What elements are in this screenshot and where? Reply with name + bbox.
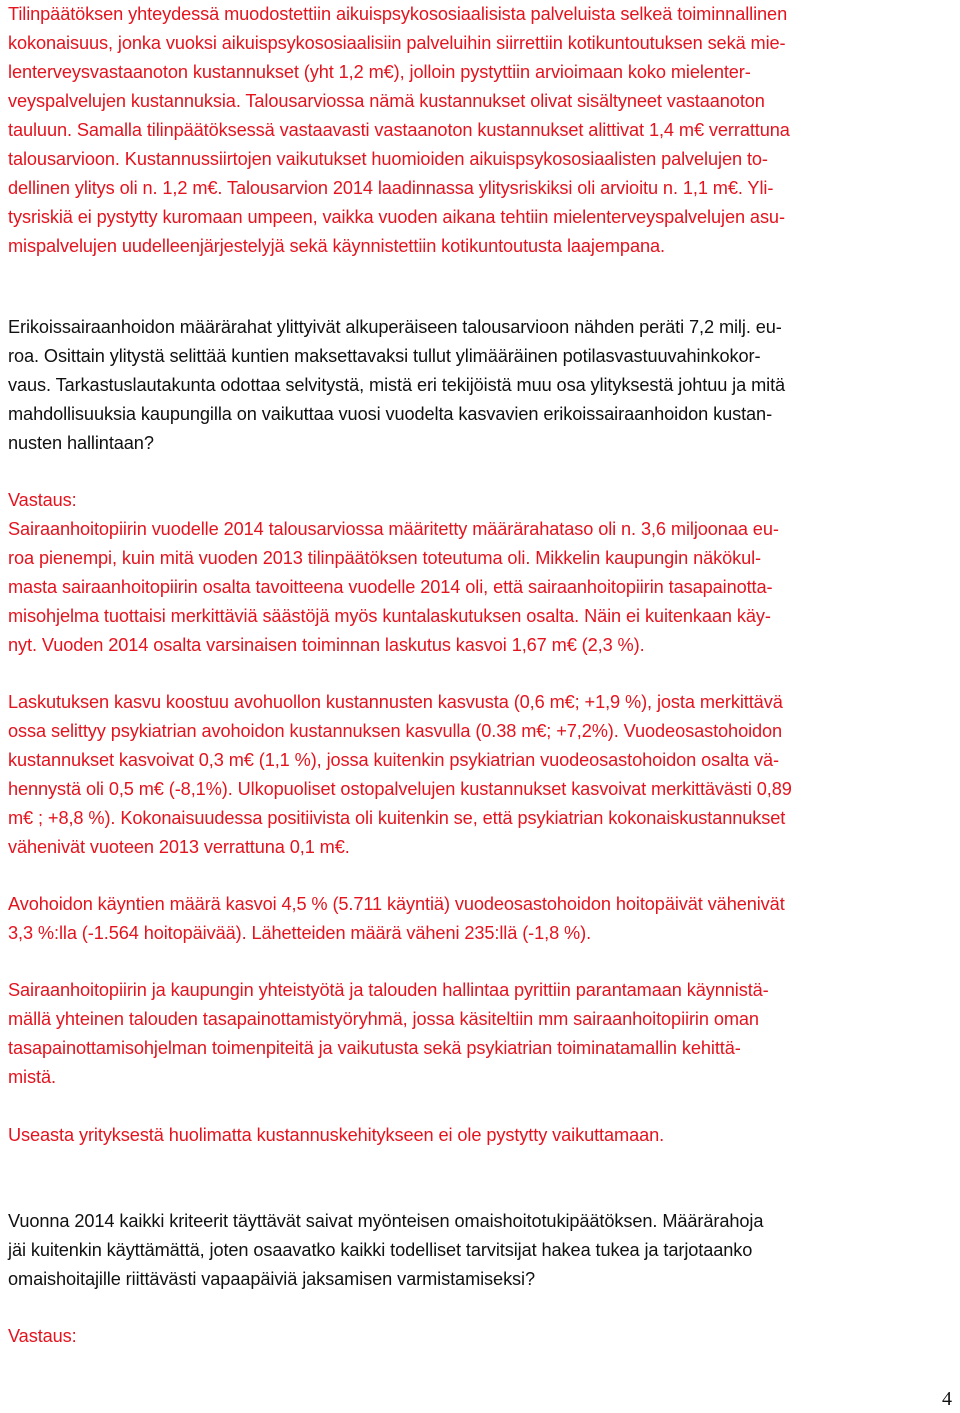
text-line: kustannukset kasvoivat 0,3 m€ (1,1 %), jossa kuitenkin psykiatrian vuodeosastohoidon osalta vä- — [8, 750, 779, 770]
paragraph-hospital-district-budget — [8, 515, 954, 660]
text-line: Sairaanhoitopiirin vuodelle 2014 talousarviossa määritetty määrärahataso oli n. 3,6 miljoonaa eu- — [8, 519, 779, 539]
text-line: roa pienempi, kuin mitä vuoden 2013 tilinpäätöksen toteutuma oli. Mikkelin kaupungin näkökul- — [8, 548, 762, 568]
text-line: misohjelma tuottaisi merkittäviä säästöjä myös kuntalaskutuksen osalta. Näin ei kuitenkaan käy- — [8, 606, 771, 626]
text-line: mahdollisuuksia kaupungilla on vaikuttaa vuosi vuodelta kasvavien erikoissairaanhoidon kustan- — [8, 404, 773, 424]
text-line: Sairaanhoitopiirin ja kaupungin yhteistyötä ja talouden hallintaa pyrittiin parantamaan käynnistä- — [8, 980, 769, 1000]
answer-label-text: Vastaus: — [8, 1326, 77, 1346]
answer-label — [8, 486, 954, 515]
text-line: Erikoissairaanhoidon määrärahat ylittyivät alkuperäiseen talousarvioon nähden peräti 7,2 milj. eu- — [8, 317, 782, 337]
text-line: masta sairaanhoitopiirin osalta tavoitteena vuodelle 2014 oli, että sairaanhoitopiirin tasapainotta- — [8, 577, 773, 597]
text-line: tauluun. Samalla tilinpäätöksessä vastaavasti vastaanoton kustannukset alittivat 1,4 m€ verrattuna — [8, 120, 790, 140]
text-line: vähenivät vuoteen 2013 verrattuna 0,1 m€. — [8, 837, 350, 857]
text-line: m€ ; +8,8 %). Kokonaisuudessa positiivista oli kuitenkin se, että psykiatrian kokonaiskustannukset — [8, 808, 786, 828]
text-line: tasapainottamisohjelman toimenpiteitä ja vaikutusta sekä psykiatrian toiminatamallin kehittä- — [8, 1038, 741, 1058]
text-line: ossa selittyy psykiatrian avohoidon kustannuksen kasvulla (0.38 m€; +7,2%). Vuodeosastohoidon — [8, 721, 783, 741]
text-line: mällä yhteinen talouden tasapainottamistyöryhmä, jossa käsiteltiin mm sairaanhoitopiirin oman — [8, 1009, 759, 1029]
text-line: roa. Osittain ylitystä selittää kuntien maksettavaksi tullut ylimääräinen potilasvastuuvahinkokor- — [8, 346, 761, 366]
text-line: dellinen ylitys oli n. 1,2 m€. Talousarvion 2014 laadinnassa ylitysriskiksi oli arvioitu n. 1,1 m€. Yli- — [8, 178, 774, 198]
text-line: Tilinpäätöksen yhteydessä muodostettiin aikuispsykososiaalisista palveluista selkeä toiminnallinen — [8, 4, 788, 24]
text-line: mistä. — [8, 1067, 56, 1087]
text-line: hennystä oli 0,5 m€ (-8,1%). Ulkopuoliset ostopalvelujen kustannukset kasvoivat merkittävästi 0,89 — [8, 779, 792, 799]
text-line: Laskutuksen kasvu koostuu avohuollon kustannusten kasvusta (0,6 m€; +1,9 %), josta merkittävä — [8, 692, 783, 712]
paragraph-cost-development — [8, 1121, 954, 1150]
text-line: omaishoitajille riittävästi vapaapäiviä jaksamisen varmistamiseksi? — [8, 1269, 536, 1289]
text-line: talousarvioon. Kustannussiirtojen vaikutukset huomioiden aikuispsykososiaalisten palvelujen to- — [8, 149, 768, 169]
text-line: jäi kuitenkin käyttämättä, joten osaavatko kaikki todelliset tarvitsijat hakea tukea ja tarjotaanko — [8, 1240, 753, 1260]
text-line: mispalvelujen uudelleenjärjestelyjä sekä käynnistettiin kotikuntoutusta laajempana. — [8, 236, 665, 256]
text-line: veyspalvelujen kustannuksia. Talousarviossa nämä kustannukset olivat sisältyneet vastaanoton — [8, 91, 765, 111]
text-line: vaus. Tarkastuslautakunta odottaa selvitystä, mistä eri tekijöistä muu osa ylityksestä johtuu ja mitä — [8, 375, 786, 395]
text-line: Useasta yrityksestä huolimatta kustannuskehitykseen ei ole pystytty vaikuttamaan. — [8, 1125, 665, 1145]
text-line: tysriskiä ei pystytty kuromaan umpeen, vaikka vuoden aikana tehtiin mielenterveyspalvelujen asu- — [8, 207, 785, 227]
answer-label-text: Vastaus: — [8, 490, 77, 510]
paragraph-billing-growth — [8, 688, 954, 862]
paragraph-specialist-care-question — [8, 313, 954, 458]
paragraph-outpatient-visits — [8, 890, 954, 948]
paragraph-cooperation — [8, 976, 954, 1092]
paragraph-adult-psychosocial-services — [8, 0, 954, 261]
text-line: 3,3 %:lla (-1.564 hoitopäivää). Lähetteiden määrä väheni 235:llä (-1,8 %). — [8, 923, 592, 943]
paragraph-caregiver-support-question — [8, 1207, 954, 1294]
text-line: lenterveysvastaanoton kustannukset (yht 1,2 m€), jolloin pystyttiin arvioimaan koko mielenter- — [8, 62, 751, 82]
text-line: Vuonna 2014 kaikki kriteerit täyttävät saivat myönteisen omaishoitotukipäätöksen. Määrärahoja — [8, 1211, 764, 1231]
answer-label-second — [8, 1322, 954, 1351]
text-line: Avohoidon käyntien määrä kasvoi 4,5 % (5.711 käyntiä) vuodeosastohoidon hoitopäivät vähenivät — [8, 894, 785, 914]
page-number: 4 — [942, 1388, 952, 1410]
text-line: nusten hallintaan? — [8, 433, 154, 453]
text-line: nyt. Vuoden 2014 osalta varsinaisen toiminnan laskutus kasvoi 1,67 m€ (2,3 %). — [8, 635, 645, 655]
text-line: kokonaisuus, jonka vuoksi aikuispsykososiaalisiin palveluihin siirrettiin kotikuntoutuksen sekä mie- — [8, 33, 786, 53]
